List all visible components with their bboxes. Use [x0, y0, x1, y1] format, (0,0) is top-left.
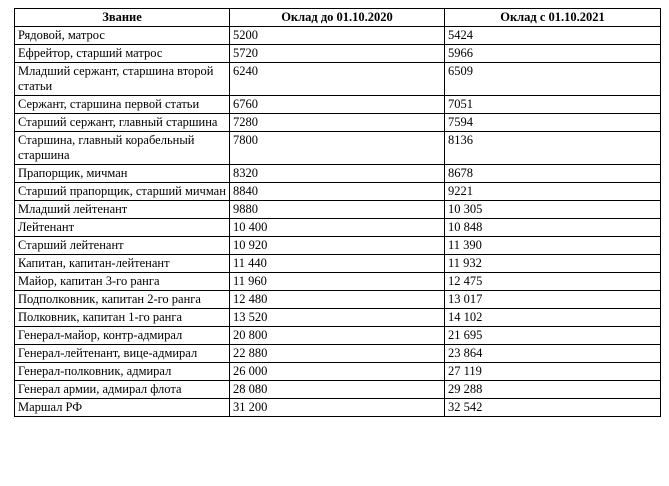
old-salary-cell: 12 480 — [230, 291, 445, 309]
new-salary-cell: 5424 — [445, 27, 661, 45]
new-salary-cell: 6509 — [445, 63, 661, 96]
table-row — [15, 27, 661, 45]
new-salary-cell: 14 102 — [445, 309, 661, 327]
rank-cell: Младший лейтенант — [15, 201, 230, 219]
rank-cell: Подполковник, капитан 2-го ранга — [15, 291, 230, 309]
table-row — [15, 96, 661, 114]
table-row — [15, 183, 661, 201]
old-salary-cell: 10 400 — [230, 219, 445, 237]
rank-cell: Генерал армии, адмирал флота — [15, 381, 230, 399]
salary-table — [14, 8, 661, 417]
rank-cell: Сержант, старшина первой статьи — [15, 96, 230, 114]
old-salary-cell: 8320 — [230, 165, 445, 183]
table-row — [15, 45, 661, 63]
table-row — [15, 132, 661, 165]
new-salary-cell: 21 695 — [445, 327, 661, 345]
rank-cell: Полковник, капитан 1-го ранга — [15, 309, 230, 327]
table-row — [15, 291, 661, 309]
new-salary-cell: 7051 — [445, 96, 661, 114]
rank-cell: Старший лейтенант — [15, 237, 230, 255]
old-salary-cell: 5720 — [230, 45, 445, 63]
rank-cell: Старший сержант, главный старшина — [15, 114, 230, 132]
rank-cell: Рядовой, матрос — [15, 27, 230, 45]
table-row — [15, 399, 661, 417]
new-salary-cell: 27 119 — [445, 363, 661, 381]
new-salary-cell: 12 475 — [445, 273, 661, 291]
table-row — [15, 327, 661, 345]
table-row — [15, 273, 661, 291]
old-salary-cell: 9880 — [230, 201, 445, 219]
rank-cell: Майор, капитан 3-го ранга — [15, 273, 230, 291]
rank-cell: Младший сержант, старшина второй статьи — [15, 63, 230, 96]
new-salary-cell: 10 848 — [445, 219, 661, 237]
new-salary-cell: 11 390 — [445, 237, 661, 255]
table-row — [15, 363, 661, 381]
column-header-new-salary: Оклад с 01.10.2021 — [445, 9, 661, 27]
new-salary-cell: 8136 — [445, 132, 661, 165]
old-salary-cell: 6760 — [230, 96, 445, 114]
rank-cell: Генерал-полковник, адмирал — [15, 363, 230, 381]
rank-cell: Прапорщик, мичман — [15, 165, 230, 183]
table-row — [15, 255, 661, 273]
rank-cell: Старший прапорщик, старший мичман — [15, 183, 230, 201]
column-header-rank: Звание — [15, 9, 230, 27]
table-row — [15, 63, 661, 96]
old-salary-cell: 28 080 — [230, 381, 445, 399]
old-salary-cell: 20 800 — [230, 327, 445, 345]
old-salary-cell: 11 960 — [230, 273, 445, 291]
rank-cell: Старшина, главный корабельный старшина — [15, 132, 230, 165]
new-salary-cell: 7594 — [445, 114, 661, 132]
old-salary-cell: 26 000 — [230, 363, 445, 381]
table-row — [15, 345, 661, 363]
old-salary-cell: 7280 — [230, 114, 445, 132]
table-header-row — [15, 9, 661, 27]
old-salary-cell: 8840 — [230, 183, 445, 201]
new-salary-cell: 13 017 — [445, 291, 661, 309]
table-row — [15, 201, 661, 219]
table-row — [15, 165, 661, 183]
rank-cell: Лейтенант — [15, 219, 230, 237]
table-row — [15, 114, 661, 132]
new-salary-cell: 5966 — [445, 45, 661, 63]
old-salary-cell: 5200 — [230, 27, 445, 45]
new-salary-cell: 23 864 — [445, 345, 661, 363]
new-salary-cell: 11 932 — [445, 255, 661, 273]
new-salary-cell: 10 305 — [445, 201, 661, 219]
old-salary-cell: 11 440 — [230, 255, 445, 273]
new-salary-cell: 29 288 — [445, 381, 661, 399]
rank-cell: Капитан, капитан-лейтенант — [15, 255, 230, 273]
old-salary-cell: 22 880 — [230, 345, 445, 363]
new-salary-cell: 32 542 — [445, 399, 661, 417]
table-row — [15, 381, 661, 399]
rank-cell: Генерал-лейтенант, вице-адмирал — [15, 345, 230, 363]
table-row — [15, 237, 661, 255]
table-row — [15, 309, 661, 327]
rank-cell: Ефрейтор, старший матрос — [15, 45, 230, 63]
table-body — [15, 27, 661, 417]
new-salary-cell: 8678 — [445, 165, 661, 183]
old-salary-cell: 13 520 — [230, 309, 445, 327]
old-salary-cell: 10 920 — [230, 237, 445, 255]
old-salary-cell: 6240 — [230, 63, 445, 96]
old-salary-cell: 7800 — [230, 132, 445, 165]
rank-cell: Маршал РФ — [15, 399, 230, 417]
column-header-old-salary: Оклад до 01.10.2020 — [230, 9, 445, 27]
new-salary-cell: 9221 — [445, 183, 661, 201]
table-row — [15, 219, 661, 237]
old-salary-cell: 31 200 — [230, 399, 445, 417]
rank-cell: Генерал-майор, контр-адмирал — [15, 327, 230, 345]
